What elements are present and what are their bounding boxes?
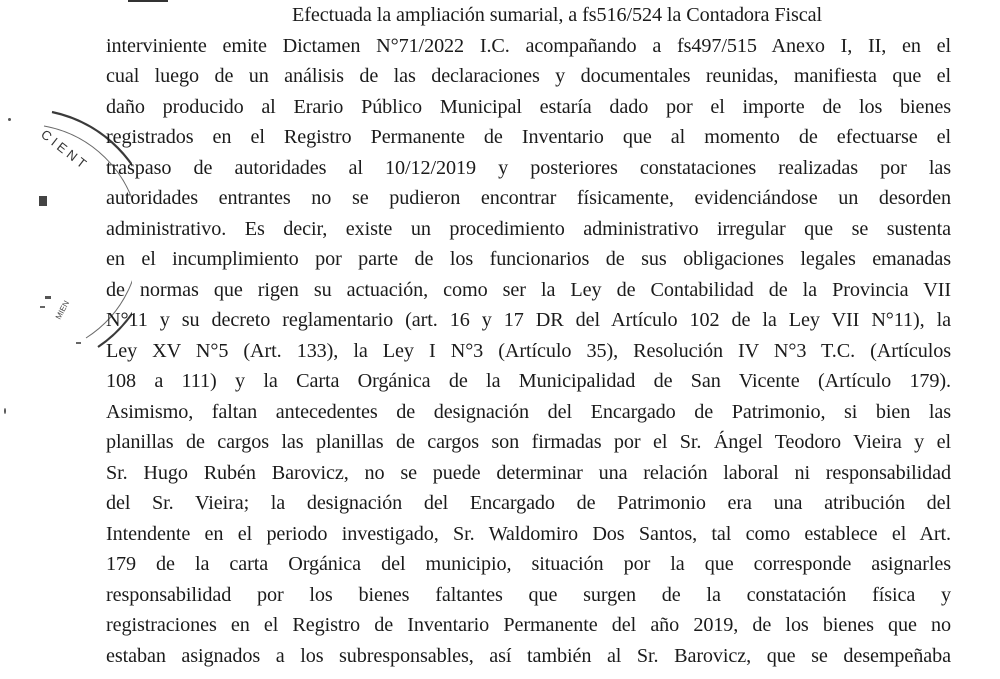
text-line-4: daño producido al Erario Público Municipal estaría dado por el importe de los bienes [106, 95, 951, 118]
body-text [106, 0, 951, 671]
text-line-20: responsabilidad por los bienes faltantes que surgen de la constatación física y [106, 583, 951, 606]
text-line-6: traspaso de autoridades al 10/12/2019 y posteriores constataciones realizadas por las [106, 156, 951, 179]
text-line-12: Ley XV N°5 (Art. 133), la Ley I N°3 (Artículo 35), Resolución IV N°3 T.C. (Artículos [106, 339, 951, 362]
text-line-17: del Sr. Vieira; la designación del Encargado de Patrimonio era una atribución del [106, 492, 951, 514]
text-line-8: administrativo. Es decir, existe un procedimiento administrativo irregular que se sustenta [106, 217, 951, 240]
text-line-19: 179 de la carta Orgánica del municipio, situación por la que corresponde asignarles [106, 553, 951, 575]
stamp-fragment: MIEN [53, 299, 72, 321]
text-line-2: interviniente emite Dictamen N°71/2022 I.C. acompañando a fs497/515 Anexo I, II, en el [106, 34, 951, 57]
text-line-5: registrados en el Registro Permanente de Inventario que al momento de efectuarse el [106, 126, 951, 148]
text-line-13: 108 a 111) y la Carta Orgánica de la Municipalidad de San Vicente (Artículo 179). [106, 370, 951, 392]
text-line-18: Intendente en el periodo investigado, Sr. Waldomiro Dos Santos, tal como establece el Art. [106, 522, 951, 545]
text-line-9: en el incumplimiento por parte de los funcionarios de sus obligaciones legales emanadas [106, 248, 951, 270]
text-line-10: de normas que rigen su actuación, como ser la Ley de Contabilidad de la Provincia VII [106, 278, 951, 301]
text-line-11: N°11 y su decreto reglamentario (art. 16 y 17 DR del Artículo 102 de la Ley VII N°11), la [106, 309, 951, 331]
scan-speck [8, 118, 11, 121]
text-line-3: cual luego de un análisis de las declaraciones y documentales reunidas, manifiesta que el [106, 65, 951, 87]
text-line-7: autoridades entrantes no se pudieron encontrar físicamente, evidenciándose un desorden [106, 187, 951, 209]
text-line-21: registraciones en el Registro de Inventario Permanente del año 2019, de los bienes que no [106, 614, 951, 636]
text-line-1: Efectuada la ampliación sumarial, a fs516/524 la Contadora Fiscal [292, 4, 822, 26]
text-line-22: estaban asignados a los subresponsables, así también al Sr. Barovicz, que se desempeñaba [106, 644, 951, 667]
scan-speck [4, 408, 6, 414]
text-line-16: Sr. Hugo Rubén Barovicz, no se puede determinar una relación laboral ni responsabilidad [106, 461, 951, 484]
text-line-15: planillas de cargos las planillas de cargos son firmadas por el Sr. Ángel Teodoro Vieira y el [106, 431, 951, 453]
text-line-14: Asimismo, faltan antecedentes de designación del Encargado de Patrimonio, si bien las [106, 400, 951, 423]
stamp-text: C I E N T [38, 126, 90, 172]
